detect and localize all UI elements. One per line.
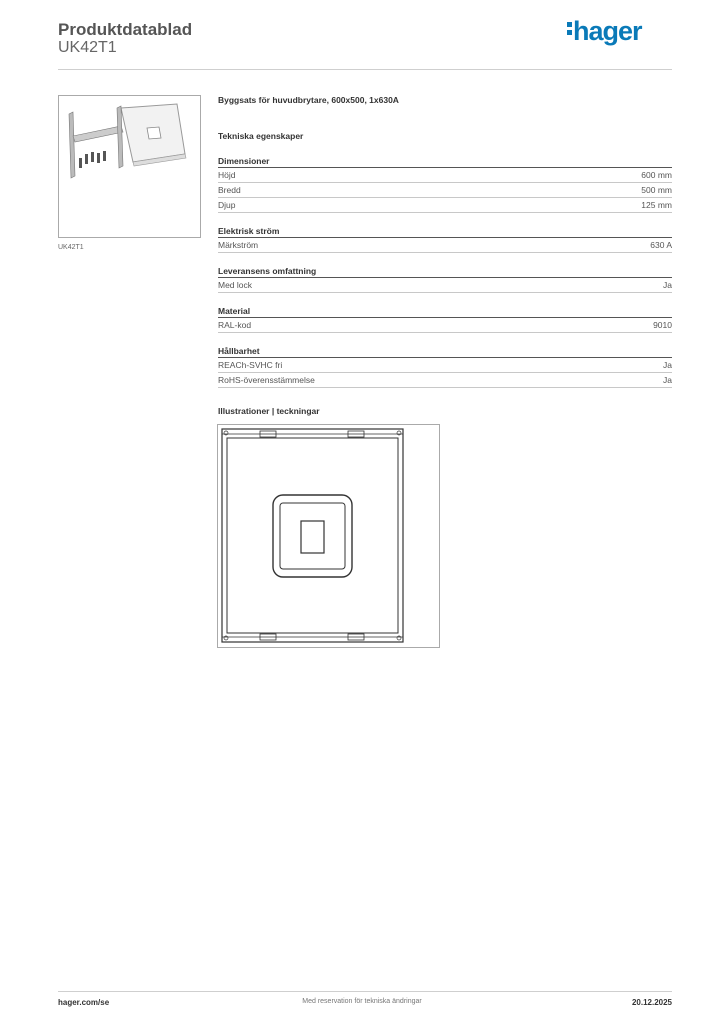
spec-label: Bredd [218, 185, 241, 195]
product-kit-icon [59, 96, 200, 237]
spec-label: Märkström [218, 240, 259, 250]
spec-group [218, 345, 672, 388]
footer-divider [58, 991, 672, 992]
footer-website[interactable]: hager.com/se [58, 998, 110, 1007]
footer-note: Med reservation för tekniska ändringar [302, 998, 422, 1005]
spec-row [218, 198, 672, 213]
product-image [58, 95, 201, 238]
illustrations-heading: Illustrationer | teckningar [218, 406, 320, 416]
spec-row [218, 183, 672, 198]
cover-drawing-icon [218, 425, 439, 647]
spec-label: REACh-SVHC fri [218, 360, 283, 370]
spec-label: RAL-kod [218, 320, 252, 330]
hager-logo [567, 16, 642, 47]
spec-row [218, 168, 672, 183]
spec-label: Höjd [218, 170, 236, 180]
spec-label: Med lock [218, 280, 253, 290]
document-title: Produktdatablad [58, 20, 193, 39]
spec-value: 9010 [653, 320, 672, 330]
spec-group-title: Material [218, 305, 672, 318]
image-caption: UK42T1 [58, 244, 84, 251]
spec-row [218, 318, 672, 333]
spec-group [218, 265, 672, 293]
spec-row [218, 278, 672, 293]
spec-row [218, 358, 672, 373]
spec-group-title: Hållbarhet [218, 345, 672, 358]
product-code: UK42T1 [58, 39, 117, 56]
spec-group [218, 225, 672, 253]
tech-heading: Tekniska egenskaper [218, 131, 304, 141]
spec-group-title: Elektrisk ström [218, 225, 672, 238]
spec-value: 125 mm [641, 200, 672, 210]
spec-value: Ja [663, 280, 672, 290]
product-description: Byggsats för huvudbrytare, 600x500, 1x630A [218, 95, 399, 105]
spec-group-title: Dimensioner [218, 155, 672, 168]
spec-value: 500 mm [641, 185, 672, 195]
spec-groups [218, 155, 672, 388]
spec-group [218, 305, 672, 333]
logo-text: hager [573, 16, 642, 46]
spec-group-title: Leveransens omfattning [218, 265, 672, 278]
product-details [218, 95, 672, 400]
spec-label: RoHS-överensstämmelse [218, 375, 315, 385]
header-divider [58, 69, 672, 70]
spec-value: Ja [663, 375, 672, 385]
footer-date: 20.12.2025 [631, 998, 672, 1007]
logo-dots-icon [567, 19, 573, 38]
technical-drawing [217, 424, 440, 648]
spec-group [218, 155, 672, 213]
spec-row [218, 373, 672, 388]
spec-row [218, 238, 672, 253]
spec-value: Ja [663, 360, 672, 370]
spec-value: 600 mm [641, 170, 672, 180]
spec-label: Djup [218, 200, 236, 210]
spec-value: 630 A [650, 240, 672, 250]
